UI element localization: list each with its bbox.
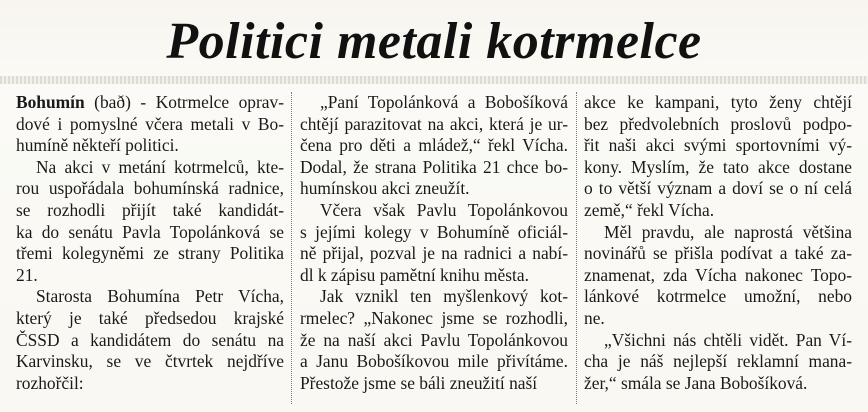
article-text-line: humíně někteří politici. [16,135,179,156]
article-text-line: čena pro děti a mládež,“ řekl Vícha. [300,135,568,156]
article-column-2 [300,92,568,394]
article-text-line: „Všichni nás chtěli vidět. Pan Ví- [604,329,852,350]
article-text-line: 21. [16,264,38,285]
headline: Politici metali kotrmelce [166,13,702,70]
article-text-line: rmelec? „Nakonec jsme se rozhodli, [300,307,568,328]
article-text-line: kony. Myslím, že tato akce dostane [584,156,852,177]
article-text-line: cha je náš nejlepší reklamní mana- [584,351,852,372]
article-text-line: ka do senátu Pavla Topolánková se [16,221,284,242]
article-text-line: Na akci v metání kotrmelců, kte- [36,156,284,177]
article-text-line: Měl pravdu, ale naprostá většina [604,221,852,242]
article-text-line: humínskou akci zneužít. [300,178,470,199]
article-text-line: rou uspořádala bohumínská radnice, [16,178,284,199]
article-text-line: rozhořčil: [16,372,84,393]
article-text-line: dl k zápisu pamětní knihu města. [300,264,529,285]
article-text-line: ne. [584,307,605,328]
article-text-line: který je také předsedou krajské [16,307,284,328]
article-text-line: bez předvolebních proslovů podpo- [584,113,852,134]
article-text-line: ČSSD a kandidátem do senátu na [16,329,284,350]
article-text-line: že na naší akci Pavlu Topolánkovou [300,329,568,350]
article-text-line: Karvinsku, se ve čtvrtek nejdříve [16,351,284,372]
article-text-line: ně přijal, pozval je na radnici a nabí- [300,243,568,264]
article-text-line: „Paní Topolánková a Bobošíková [320,92,568,112]
article-text-line: novinářů se přišla podívat a také za- [584,243,852,264]
article-text-line: žer,“ smála se Jana Bobošíková. [584,372,808,393]
article-text-line: dové i pomyslné včera metali v Bo- [16,113,284,134]
headline-rule [0,76,868,84]
article-column-3 [584,92,852,394]
article-text-line: Jak vznikl ten myšlenkový kot- [320,286,568,307]
article-text-line: akce ke kampani, tyto ženy chtějí [584,92,852,112]
article-text-line: Starosta Bohumína Petr Vícha, [36,286,284,307]
article-text-line: lánkové kotrmelce umožní, nebo [584,286,852,307]
article-column-1 [16,92,284,394]
article-text-line: chtějí parazitovat na akci, která je ur- [300,113,568,134]
column-divider [576,92,577,404]
article-text-line: Včera však Pavlu Topolánkovou [320,199,568,220]
article-text-line: země,“ řekl Vícha. [584,199,715,220]
article-text-line: řit naši akci svými sportovními vý- [584,135,852,156]
column-divider [291,92,292,404]
article-text-line: třemi kolegyněmi ze strany Politika [16,243,284,264]
article-text-line: a Janu Bobošíkovou mile přivítáme. [300,351,568,372]
article-text-line: se rozhodli přijít také kandidát- [16,199,284,220]
article-text-line: Dodal, že strana Politika 21 chce bo- [300,156,568,177]
dateline: Bohumín [16,92,85,112]
article-text-line: Přestože jsme se báli zneužití naší [300,372,538,393]
article-text-line: znamenat, zda Vícha nakonec Topo- [584,264,852,285]
article-text-line: s jejími kolegy v Bohumíně oficiál- [300,221,568,242]
article-text-line: o to větší význam a doví se o ní celá [584,178,852,199]
article-text-line: Bohumín (bað) - Kotrmelce oprav- [16,92,284,112]
